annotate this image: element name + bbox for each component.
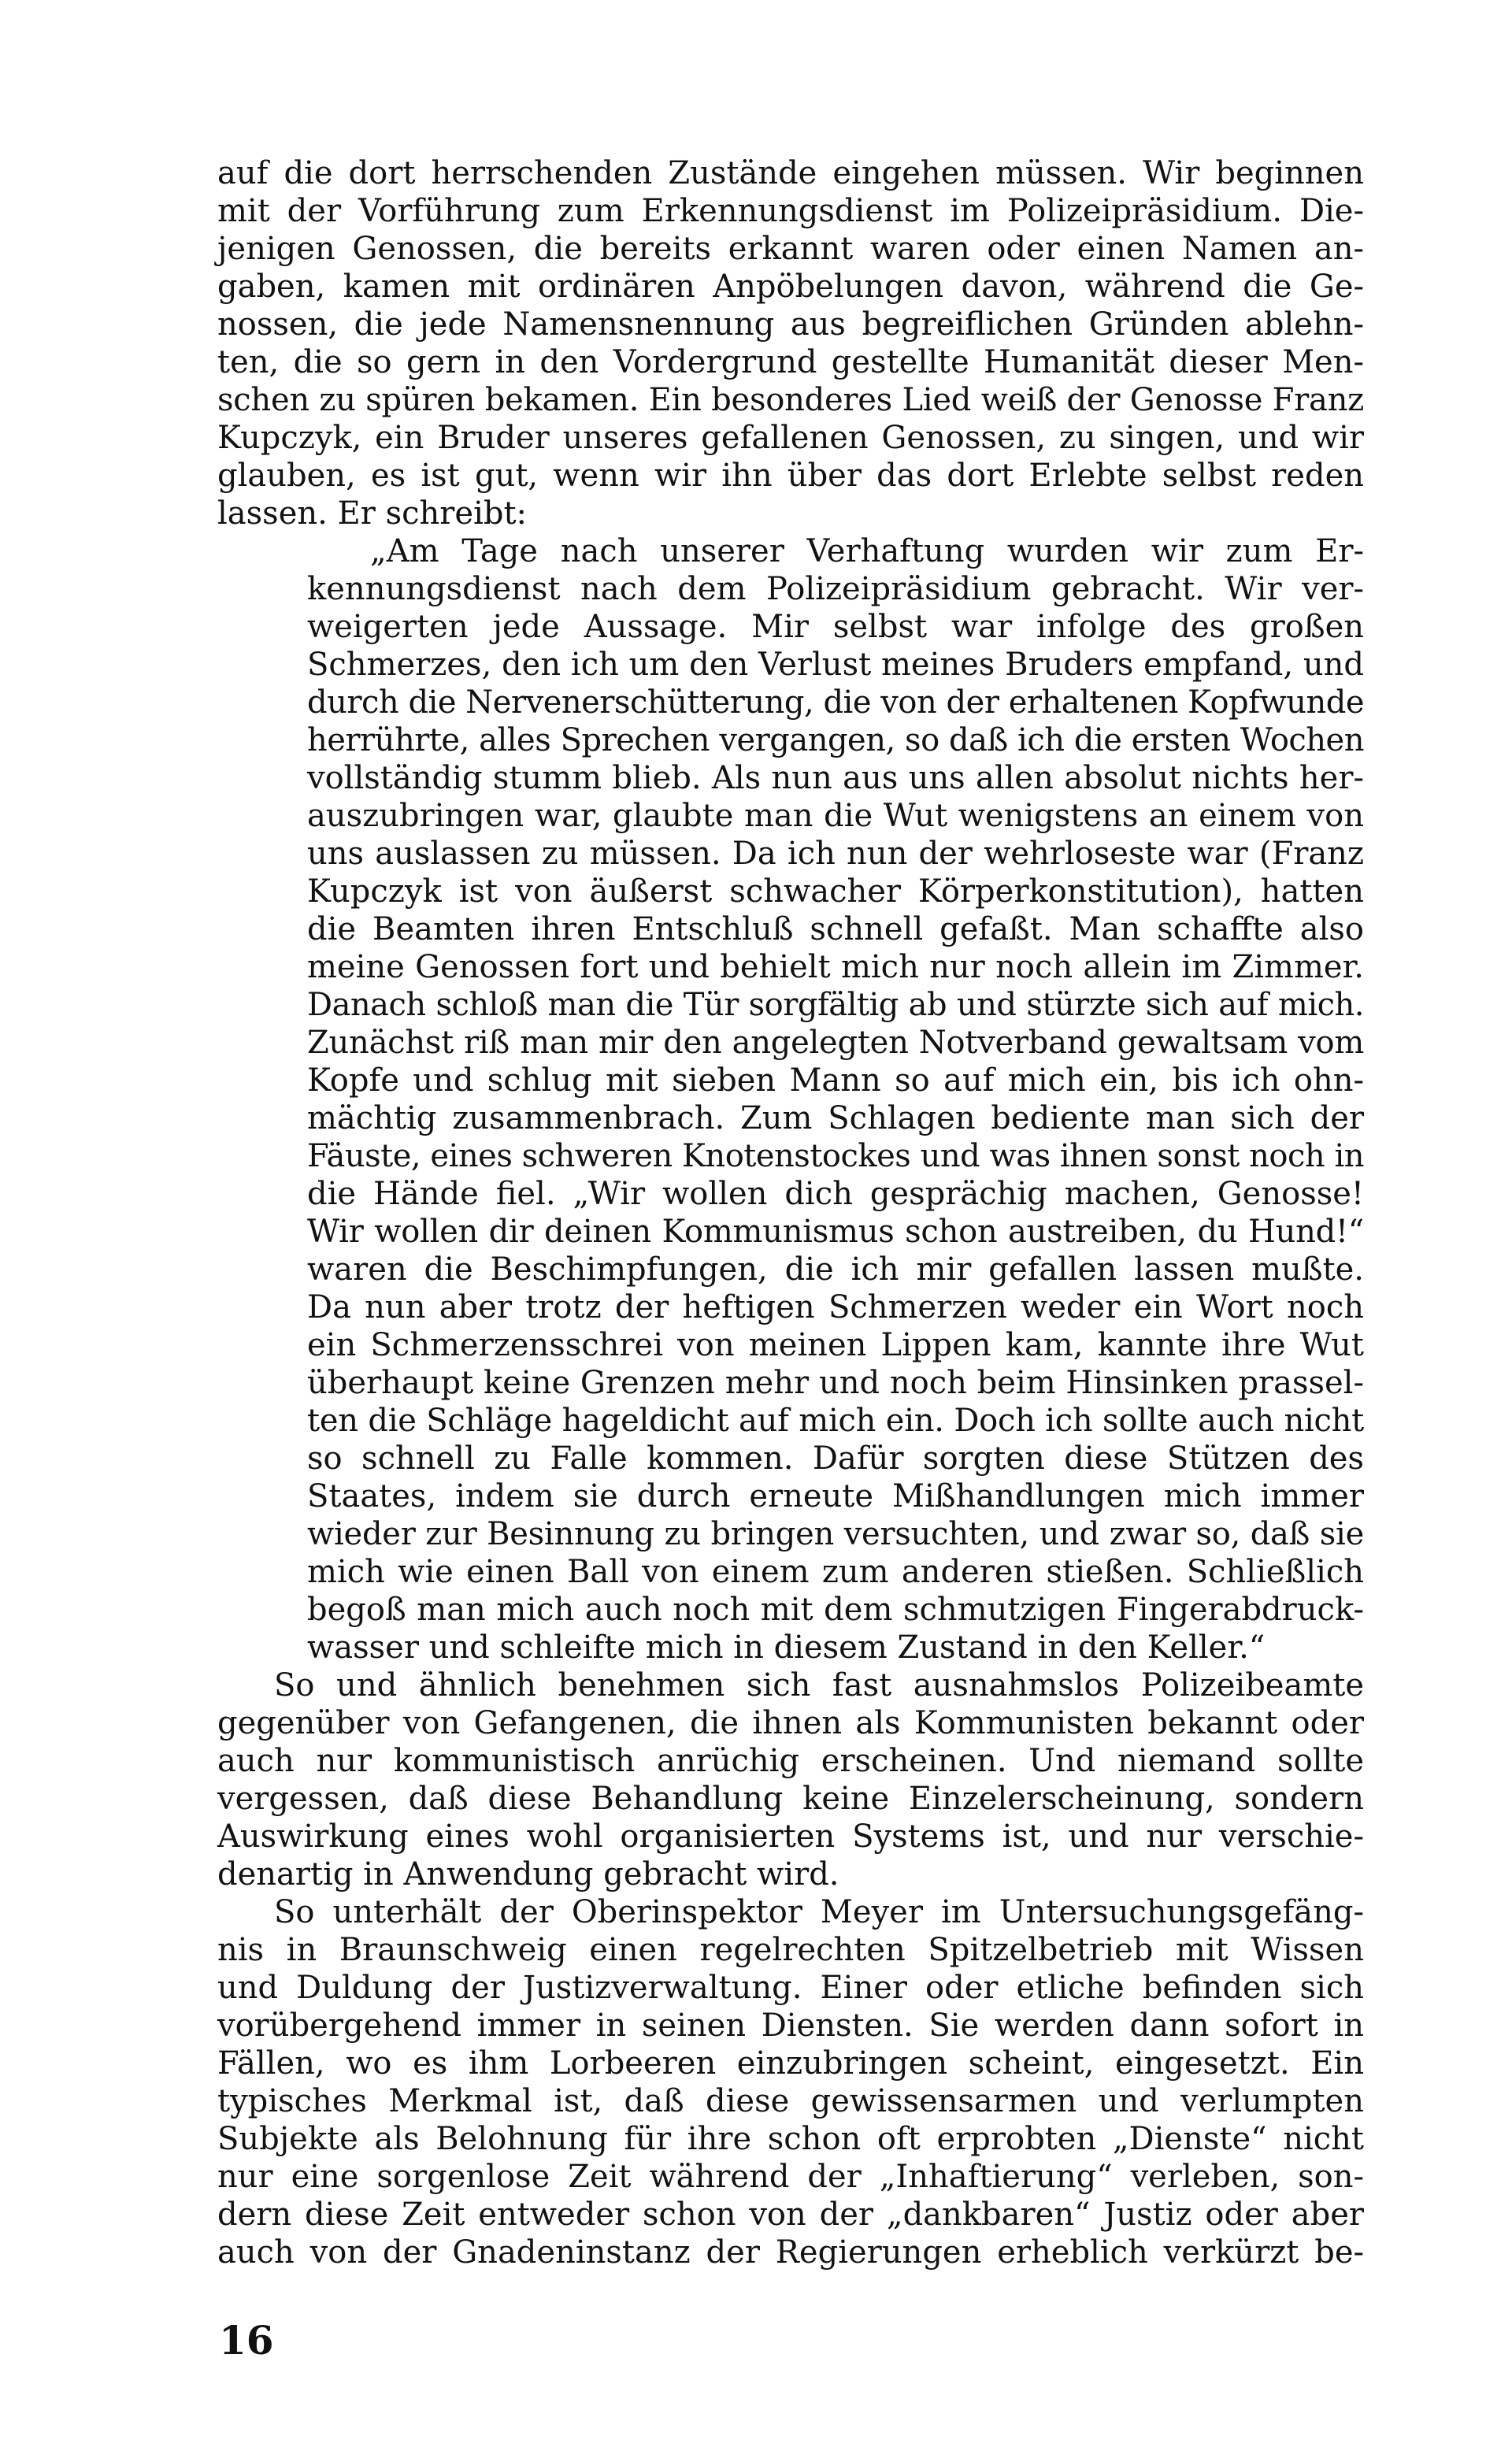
text-line: nur eine sorgenlose Zeit während der „Inhaftierung“ verleben, son- xyxy=(217,2159,1364,2195)
text-line: Fällen, wo es ihm Lorbeeren einzubringen scheint, eingesetzt. Ein xyxy=(217,2045,1364,2082)
text-line: jenigen Genossen, die bereits erkannt waren oder einen Namen an- xyxy=(217,231,1364,267)
quote-line: Da nun aber trotz der heftigen Schmerzen weder ein Wort noch xyxy=(307,1289,1364,1325)
quote-line: Zunächst riß man mir den angelegten Notverband gewaltsam vom xyxy=(307,1025,1364,1061)
text-line: schen zu spüren bekamen. Ein besonderes Lied weiß der Genosse Franz xyxy=(217,382,1364,418)
text-line: auch nur kommunistisch anrüchig erscheinen. Und niemand sollte xyxy=(217,1743,1364,1779)
quote-line: Fäuste, eines schweren Knotenstockes und was ihnen sonst noch in xyxy=(307,1138,1364,1174)
quote-line: waren die Beschimpfungen, die ich mir gefallen lassen mußte. xyxy=(307,1251,1364,1288)
quote-line: mächtig zusammenbrach. Zum Schlagen bediente man sich der xyxy=(307,1100,1364,1136)
quote-line: ein Schmerzensschrei von meinen Lippen kam, kannte ihre Wut xyxy=(307,1327,1364,1363)
text-line: Auswirkung eines wohl organisierten Systems ist, und nur verschie- xyxy=(217,1818,1364,1855)
text-line: Subjekte als Belohnung für ihre schon oft erprobten „Dienste“ nicht xyxy=(217,2121,1364,2157)
text-line: glauben, es ist gut, wenn wir ihn über das dort Erlebte selbst reden xyxy=(217,458,1364,494)
quote-line: vollständig stumm blieb. Als nun aus uns allen absolut nichts her- xyxy=(307,760,1364,796)
text-line: mit der Vorführung zum Erkennungsdienst im Polizeipräsidium. Die- xyxy=(217,193,1364,229)
text-line: lassen. Er schreibt: xyxy=(217,495,528,532)
text-line: ten, die so gern in den Vordergrund gestellte Humanität dieser Men- xyxy=(217,344,1364,380)
text-line: gaben, kamen mit ordinären Anpöbelungen davon, während die Ge- xyxy=(217,269,1364,305)
quote-line: Wir wollen dir deinen Kommunismus schon austreiben, du Hund!“ xyxy=(307,1214,1364,1250)
quote-line: durch die Nervenerschütterung, die von der erhaltenen Kopfwunde xyxy=(307,684,1364,721)
quote-line: mich wie einen Ball von einem zum anderen stießen. Schließlich xyxy=(307,1554,1364,1590)
text-line: nis in Braunschweig einen regelrechten Spitzelbetrieb mit Wissen xyxy=(217,1932,1364,1968)
quote-line: uns auslassen zu müssen. Da ich nun der wehrloseste war (Franz xyxy=(307,836,1364,872)
quote-line: herrührte, alles Sprechen vergangen, so daß ich die ersten Wochen xyxy=(307,722,1364,758)
text-line: auf die dort herrschenden Zustände eingehen müssen. Wir beginnen xyxy=(217,155,1364,191)
text-line: auch von der Gnadeninstanz der Regierungen erheblich verkürzt be- xyxy=(217,2234,1364,2271)
page-number: 16 xyxy=(219,2317,274,2363)
quote-line: „Am Tage nach unserer Verhaftung wurden wir zum Er- xyxy=(370,533,1364,569)
quote-line: wieder zur Besinnung zu bringen versuchten, und zwar so, daß sie xyxy=(307,1516,1364,1552)
quote-line: Kupczyk ist von äußerst schwacher Körperkonstitution), hatten xyxy=(307,873,1364,910)
quote-line: ten die Schläge hageldicht auf mich ein. Doch ich sollte auch nicht xyxy=(307,1403,1364,1439)
quote-line: wasser und schleifte mich in diesem Zustand in den Keller.“ xyxy=(307,1629,1266,1666)
quote-line: überhaupt keine Grenzen mehr und noch beim Hinsinken prassel- xyxy=(307,1365,1364,1401)
text-line: nossen, die jede Namensnennung aus begreiflichen Gründen ablehn- xyxy=(217,306,1364,343)
quote-line: Kopfe und schlug mit sieben Mann so auf mich ein, bis ich ohn- xyxy=(307,1062,1364,1099)
text-line: So und ähnlich benehmen sich fast ausnahmslos Polizeibeamte xyxy=(274,1667,1364,1704)
quote-line: so schnell zu Falle kommen. Dafür sorgten diese Stützen des xyxy=(307,1440,1364,1477)
quote-line: kennungsdienst nach dem Polizeipräsidium gebracht. Wir ver- xyxy=(307,571,1364,607)
quote-line: meine Genossen fort und behielt mich nur noch allein im Zimmer. xyxy=(307,949,1364,985)
quote-line: Schmerzes, den ich um den Verlust meines Bruders empfand, und xyxy=(307,647,1364,683)
quote-line: die Hände fiel. „Wir wollen dich gesprächig machen, Genosse! xyxy=(307,1176,1364,1212)
text-line: So unterhält der Oberinspektor Meyer im Untersuchungsgefäng- xyxy=(274,1894,1364,1930)
quote-line: begoß man mich auch noch mit dem schmutzigen Fingerabdruck- xyxy=(307,1592,1364,1628)
text-line: denartig in Anwendung gebracht wird. xyxy=(217,1856,839,1893)
text-line: dern diese Zeit entweder schon von der „dankbaren“ Justiz oder aber xyxy=(217,2197,1364,2233)
quote-line: Staates, indem sie durch erneute Mißhandlungen mich immer xyxy=(307,1478,1364,1514)
text-line: vorübergehend immer in seinen Diensten. Sie werden dann sofort in xyxy=(217,2008,1364,2044)
text-line: und Duldung der Justizverwaltung. Einer oder etliche befinden sich xyxy=(217,1970,1364,2006)
text-line: typisches Merkmal ist, daß diese gewissensarmen und verlumpten xyxy=(217,2083,1364,2119)
quote-line: auszubringen war, glaubte man die Wut wenigstens an einem von xyxy=(307,798,1364,834)
quote-line: die Beamten ihren Entschluß schnell gefaßt. Man schaffte also xyxy=(307,911,1364,947)
text-line: Kupczyk, ein Bruder unseres gefallenen Genossen, zu singen, und wir xyxy=(217,420,1364,456)
quote-line: Danach schloß man die Tür sorgfältig ab und stürzte sich auf mich. xyxy=(307,987,1364,1023)
text-line: vergessen, daß diese Behandlung keine Einzelerscheinung, sondern xyxy=(217,1781,1364,1817)
text-line: gegenüber von Gefangenen, die ihnen als Kommunisten bekannt oder xyxy=(217,1705,1364,1741)
quote-line: weigerten jede Aussage. Mir selbst war infolge des großen xyxy=(307,609,1364,645)
